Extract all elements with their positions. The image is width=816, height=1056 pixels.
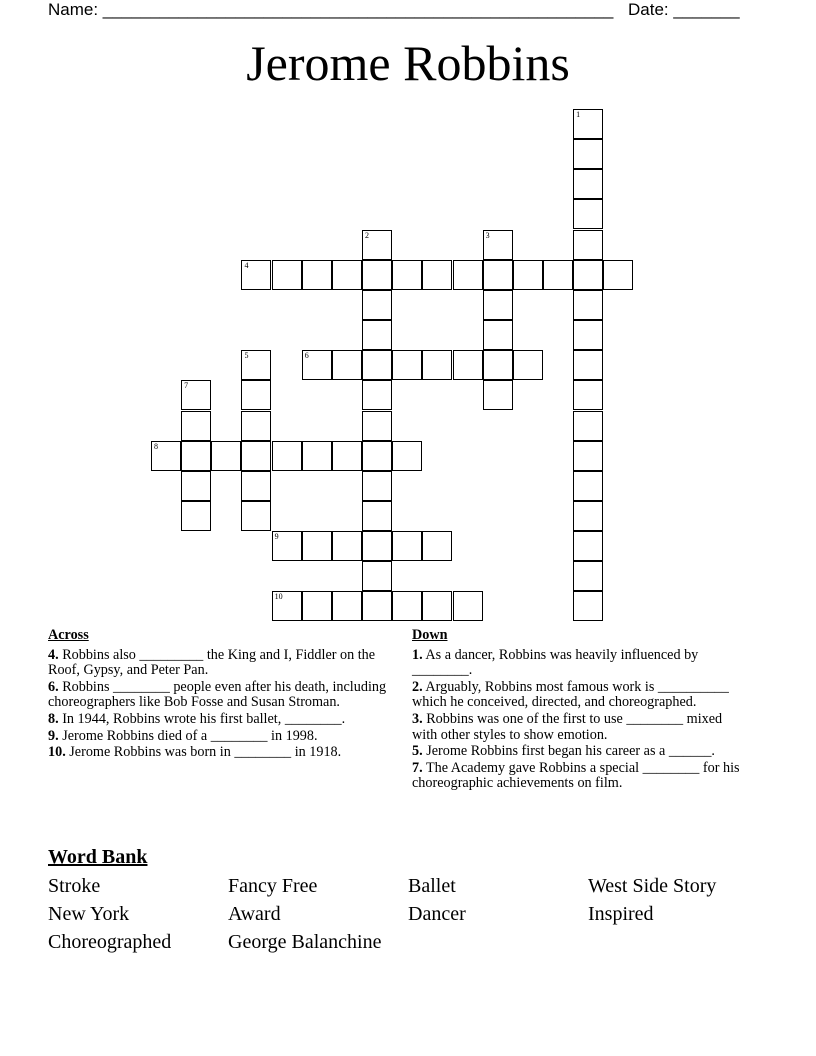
across-clue bbox=[48, 648, 388, 679]
clue-number-label: 5 bbox=[244, 351, 249, 361]
crossword-cell[interactable] bbox=[513, 260, 543, 290]
date-field-label: Date: _______ bbox=[628, 0, 740, 19]
clue-text: Jerome Robbins first began his career as a ______. bbox=[426, 743, 715, 760]
crossword-cell[interactable] bbox=[543, 260, 573, 290]
crossword-cell[interactable] bbox=[302, 531, 332, 561]
clue-number: 10. bbox=[48, 744, 66, 761]
crossword-cell[interactable] bbox=[181, 441, 211, 471]
crossword-cell[interactable] bbox=[573, 561, 603, 591]
crossword-cell[interactable] bbox=[362, 411, 392, 441]
crossword-cell[interactable] bbox=[181, 411, 211, 441]
clue-text: As a dancer, Robbins was heavily influenced by ________. bbox=[412, 646, 699, 679]
clue-text: Robbins also _________ the King and I, Fiddler on the Roof, Gypsy, and Peter Pan. bbox=[48, 646, 376, 679]
crossword-cell[interactable] bbox=[362, 290, 392, 320]
crossword-cell[interactable] bbox=[483, 230, 513, 260]
crossword-cell[interactable] bbox=[573, 109, 603, 139]
crossword-cell[interactable] bbox=[362, 441, 392, 471]
word-bank-item: Choreographed bbox=[48, 931, 172, 953]
crossword-cell[interactable] bbox=[241, 441, 271, 471]
crossword-cell[interactable] bbox=[392, 350, 422, 380]
crossword-cell[interactable] bbox=[181, 501, 211, 531]
word-bank-heading: Word Bank bbox=[48, 846, 148, 868]
clue-number: 6. bbox=[48, 678, 59, 695]
name-field-label: Name: ______________________________________________________ bbox=[48, 0, 614, 19]
word-bank-item: New York bbox=[48, 903, 130, 925]
across-clue bbox=[48, 680, 388, 711]
across-clue bbox=[48, 712, 388, 728]
word-bank-item: Inspired bbox=[588, 903, 654, 925]
crossword-cell[interactable] bbox=[483, 290, 513, 320]
clue-number-label: 7 bbox=[184, 381, 189, 391]
crossword-cell[interactable] bbox=[362, 501, 392, 531]
crossword-cell[interactable] bbox=[362, 591, 392, 621]
crossword-cell[interactable] bbox=[241, 260, 271, 290]
crossword-cell[interactable] bbox=[181, 380, 211, 410]
crossword-cell[interactable] bbox=[272, 531, 302, 561]
crossword-cell[interactable] bbox=[151, 441, 181, 471]
crossword-cell[interactable] bbox=[573, 230, 603, 260]
crossword-cell[interactable] bbox=[302, 260, 332, 290]
clue-number: 7. bbox=[412, 759, 423, 776]
crossword-cell[interactable] bbox=[573, 411, 603, 441]
across-clues bbox=[48, 628, 388, 762]
clue-text: Arguably, Robbins most famous work is __________ which he conceived, directed, and choreographed. bbox=[412, 678, 729, 711]
clue-text: Robbins ________ people even after his death, including choreographers like Bob Fosse and Susan Stroman. bbox=[48, 678, 387, 711]
crossword-cell[interactable] bbox=[362, 320, 392, 350]
crossword-cell[interactable] bbox=[573, 350, 603, 380]
clue-text: In 1944, Robbins wrote his first ballet, ________. bbox=[62, 710, 346, 727]
crossword-cell[interactable] bbox=[392, 591, 422, 621]
clue-number-label: 10 bbox=[274, 592, 283, 602]
crossword-cell[interactable] bbox=[573, 139, 603, 169]
clue-number-label: 2 bbox=[365, 230, 370, 240]
crossword-cell[interactable] bbox=[332, 260, 362, 290]
crossword-cell[interactable] bbox=[241, 380, 271, 410]
crossword-cell[interactable] bbox=[211, 441, 241, 471]
crossword-cell[interactable] bbox=[302, 441, 332, 471]
crossword-cell[interactable] bbox=[332, 591, 362, 621]
crossword-cell[interactable] bbox=[272, 441, 302, 471]
crossword-cell[interactable] bbox=[453, 260, 483, 290]
crossword-cell[interactable] bbox=[483, 260, 513, 290]
down-clue bbox=[412, 648, 742, 679]
clue-number: 1. bbox=[412, 646, 423, 663]
crossword-cell[interactable] bbox=[241, 501, 271, 531]
clue-number-label: 4 bbox=[244, 260, 249, 270]
crossword-cell[interactable] bbox=[573, 531, 603, 561]
crossword-cell[interactable] bbox=[332, 350, 362, 380]
crossword-cell[interactable] bbox=[573, 471, 603, 501]
clue-number-label: 1 bbox=[576, 110, 581, 119]
crossword-cell[interactable] bbox=[272, 591, 302, 621]
word-bank-item: West Side Story bbox=[588, 875, 717, 897]
word-bank-item: Dancer bbox=[408, 903, 466, 925]
crossword-cell[interactable] bbox=[573, 260, 603, 290]
crossword-cell[interactable] bbox=[362, 260, 392, 290]
crossword-cell[interactable] bbox=[483, 350, 513, 380]
clue-number: 3. bbox=[412, 710, 423, 727]
crossword-cell[interactable] bbox=[573, 169, 603, 199]
crossword-cell[interactable] bbox=[302, 350, 332, 380]
crossword-cell[interactable] bbox=[483, 380, 513, 410]
crossword-cell[interactable] bbox=[453, 591, 483, 621]
crossword-cell[interactable] bbox=[573, 501, 603, 531]
page-title: Jerome Robbins bbox=[246, 35, 570, 91]
crossword-cell[interactable] bbox=[453, 350, 483, 380]
crossword-cell[interactable] bbox=[422, 350, 452, 380]
clue-number-label: 8 bbox=[154, 441, 158, 451]
crossword-cell[interactable] bbox=[392, 441, 422, 471]
crossword-cell[interactable] bbox=[332, 441, 362, 471]
down-clue bbox=[412, 744, 742, 760]
crossword-cell[interactable] bbox=[573, 380, 603, 410]
clue-number-label: 6 bbox=[304, 351, 309, 361]
clue-text: Jerome Robbins died of a ________ in 1998. bbox=[62, 727, 318, 744]
crossword-cell[interactable] bbox=[302, 591, 332, 621]
crossword-cell[interactable] bbox=[573, 320, 603, 350]
crossword-cell[interactable] bbox=[392, 531, 422, 561]
clue-number: 9. bbox=[48, 727, 59, 744]
crossword-cell[interactable] bbox=[392, 260, 422, 290]
crossword-cell[interactable] bbox=[362, 531, 392, 561]
crossword-cell[interactable] bbox=[241, 411, 271, 441]
down-clue bbox=[412, 680, 742, 711]
clue-number-label: 3 bbox=[485, 230, 490, 240]
down-clue bbox=[412, 761, 742, 792]
down-heading: Down bbox=[412, 627, 448, 643]
word-bank-item: Ballet bbox=[408, 875, 456, 897]
crossword-cell[interactable] bbox=[362, 471, 392, 501]
word-bank-item: Stroke bbox=[48, 875, 101, 897]
crossword-cell[interactable] bbox=[573, 591, 603, 621]
crossword-cell[interactable] bbox=[181, 471, 211, 501]
crossword-cell[interactable] bbox=[362, 350, 392, 380]
clue-number: 4. bbox=[48, 646, 59, 663]
crossword-cell[interactable] bbox=[241, 471, 271, 501]
crossword-cell[interactable] bbox=[362, 230, 392, 260]
crossword-cell[interactable] bbox=[422, 260, 452, 290]
across-clue bbox=[48, 745, 388, 761]
crossword-cell[interactable] bbox=[573, 290, 603, 320]
word-bank-item: Award bbox=[228, 903, 281, 925]
clue-text: The Academy gave Robbins a special ________ for his choreographic achievements on film. bbox=[412, 759, 740, 792]
clue-number: 2. bbox=[412, 678, 423, 695]
crossword-cell[interactable] bbox=[422, 531, 452, 561]
word-bank-item: George Balanchine bbox=[228, 931, 382, 953]
down-clue bbox=[412, 712, 742, 743]
crossword-cell[interactable] bbox=[362, 380, 392, 410]
clue-text: Robbins was one of the first to use ________ mixed with other styles to show emotion. bbox=[412, 710, 723, 743]
crossword-cell[interactable] bbox=[272, 260, 302, 290]
word-bank-item: Fancy Free bbox=[228, 875, 318, 897]
crossword-cell[interactable] bbox=[362, 561, 392, 591]
clue-number-label: 9 bbox=[274, 532, 279, 542]
crossword-cell[interactable] bbox=[573, 441, 603, 471]
crossword-cell[interactable] bbox=[483, 320, 513, 350]
crossword-cell[interactable] bbox=[241, 350, 271, 380]
crossword-cell[interactable] bbox=[332, 531, 362, 561]
across-clue bbox=[48, 729, 388, 745]
crossword-cell[interactable] bbox=[573, 199, 603, 229]
crossword-cell[interactable] bbox=[603, 260, 633, 290]
crossword-cell[interactable] bbox=[513, 350, 543, 380]
clue-text: Jerome Robbins was born in ________ in 1918. bbox=[69, 744, 342, 761]
crossword-cell[interactable] bbox=[422, 591, 452, 621]
across-heading: Across bbox=[48, 627, 89, 643]
clue-number: 5. bbox=[412, 743, 423, 760]
clue-number: 8. bbox=[48, 710, 59, 727]
down-clues bbox=[412, 628, 742, 793]
